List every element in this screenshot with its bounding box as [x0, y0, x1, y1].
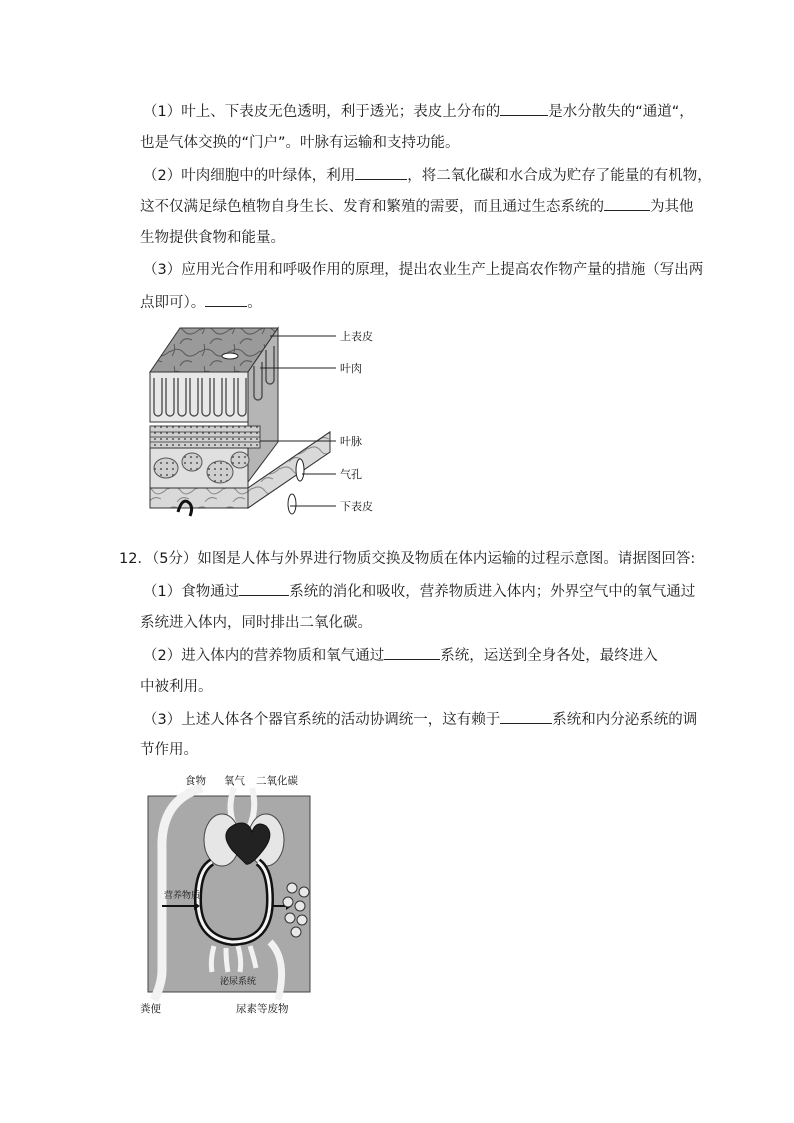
- label-upper-epidermis: 上表皮: [340, 330, 373, 343]
- answer-blank[interactable]: [500, 709, 552, 724]
- q12-title: 12．（5分）如图是人体与外界进行物质交换及物质在体内运输的过程示意图。请据图回答:: [119, 551, 696, 567]
- upper-stoma: [222, 353, 238, 359]
- label-feces: 粪便: [140, 1003, 161, 1015]
- q12-part2-line2: 中被利用。: [140, 679, 213, 695]
- answer-blank[interactable]: [239, 581, 289, 596]
- q11-p1-text-a: （1）叶上、下表皮无色透明，利于透光；表皮上分布的: [143, 104, 501, 120]
- answer-blank[interactable]: [205, 292, 247, 307]
- leaf-cross-section-figure: [140, 322, 400, 522]
- label-stoma: 气孔: [340, 468, 362, 481]
- q11-part3-line1: （3）应用光合作用和呼吸作用的原理，提出农业生产上提高农作物产量的措施（写出两: [143, 262, 704, 278]
- answer-blank[interactable]: [384, 645, 440, 660]
- q12-p2-text-a: （2）进入体内的营养物质和氧气通过: [143, 648, 385, 664]
- label-vein: 叶脉: [340, 435, 362, 448]
- q11-p2-text-d: 为其他: [650, 199, 694, 215]
- answer-blank[interactable]: [500, 101, 548, 116]
- q11-part1-line2: 也是气体交换的“门户”。叶脉有运输和支持功能。: [140, 135, 460, 151]
- q11-p2-text-c: 这不仅满足绿色植物自身生长、发育和繁殖的需要，而且通过生态系统的: [140, 199, 604, 215]
- q12-p1-text-b: 系统的消化和吸收，营养物质进入体内；外界空气中的氧气通过: [289, 584, 696, 600]
- q11-part3-line2: [140, 292, 262, 313]
- label-urea: 尿素等废物: [236, 1003, 289, 1015]
- q12-part2-line1: [143, 645, 658, 666]
- q11-p3-text-c: 。: [247, 295, 262, 311]
- q12-p1-text-a: （1）食物通过: [143, 584, 240, 600]
- label-urinary: 泌尿系统: [220, 977, 257, 987]
- label-oxygen: 氧气: [224, 775, 245, 787]
- q12-part1-line1: [143, 581, 695, 602]
- q12-part3-line1: [143, 709, 697, 730]
- q11-p1-text-b: 是水分散失的“通道“，: [548, 104, 694, 120]
- label-lower-epidermis: 下表皮: [340, 500, 373, 513]
- answer-blank[interactable]: [604, 196, 650, 211]
- q11-part1-line1: [143, 101, 694, 122]
- q11-p2-text-a: （2）叶肉细胞中的叶绿体，利用: [143, 168, 356, 184]
- label-food: 食物: [185, 775, 206, 787]
- q12-p3-text-a: （3）上述人体各个器官系统的活动协调统一，这有赖于: [143, 712, 501, 728]
- q11-part2-line3: 生物提供食物和能量。: [140, 230, 285, 246]
- q11-p3-text-b: 点即可）。: [140, 295, 206, 311]
- q12-part1-line2: 系统进入体内，同时排出二氧化碳。: [140, 615, 372, 631]
- q11-p2-text-b: ，将二氧化碳和水合成为贮存了能量的有机物，: [407, 168, 712, 184]
- q11-part2-line1: [143, 165, 712, 186]
- label-nutrients: 营养物质: [164, 891, 201, 901]
- lower-stoma: [296, 459, 304, 481]
- answer-blank[interactable]: [355, 165, 407, 180]
- q12-p3-text-b: 系统和内分泌系统的调: [552, 712, 698, 728]
- q11-part2-line2: [140, 196, 694, 217]
- q12-p2-text-b: 系统，运送到全身各处，最终进入: [440, 648, 658, 664]
- label-mesophyll: 叶肉: [340, 362, 362, 375]
- label-co2: 二氧化碳: [256, 775, 298, 787]
- q12-part3-line2: 节作用。: [140, 742, 198, 758]
- human-body-exchange-figure: [140, 770, 340, 1020]
